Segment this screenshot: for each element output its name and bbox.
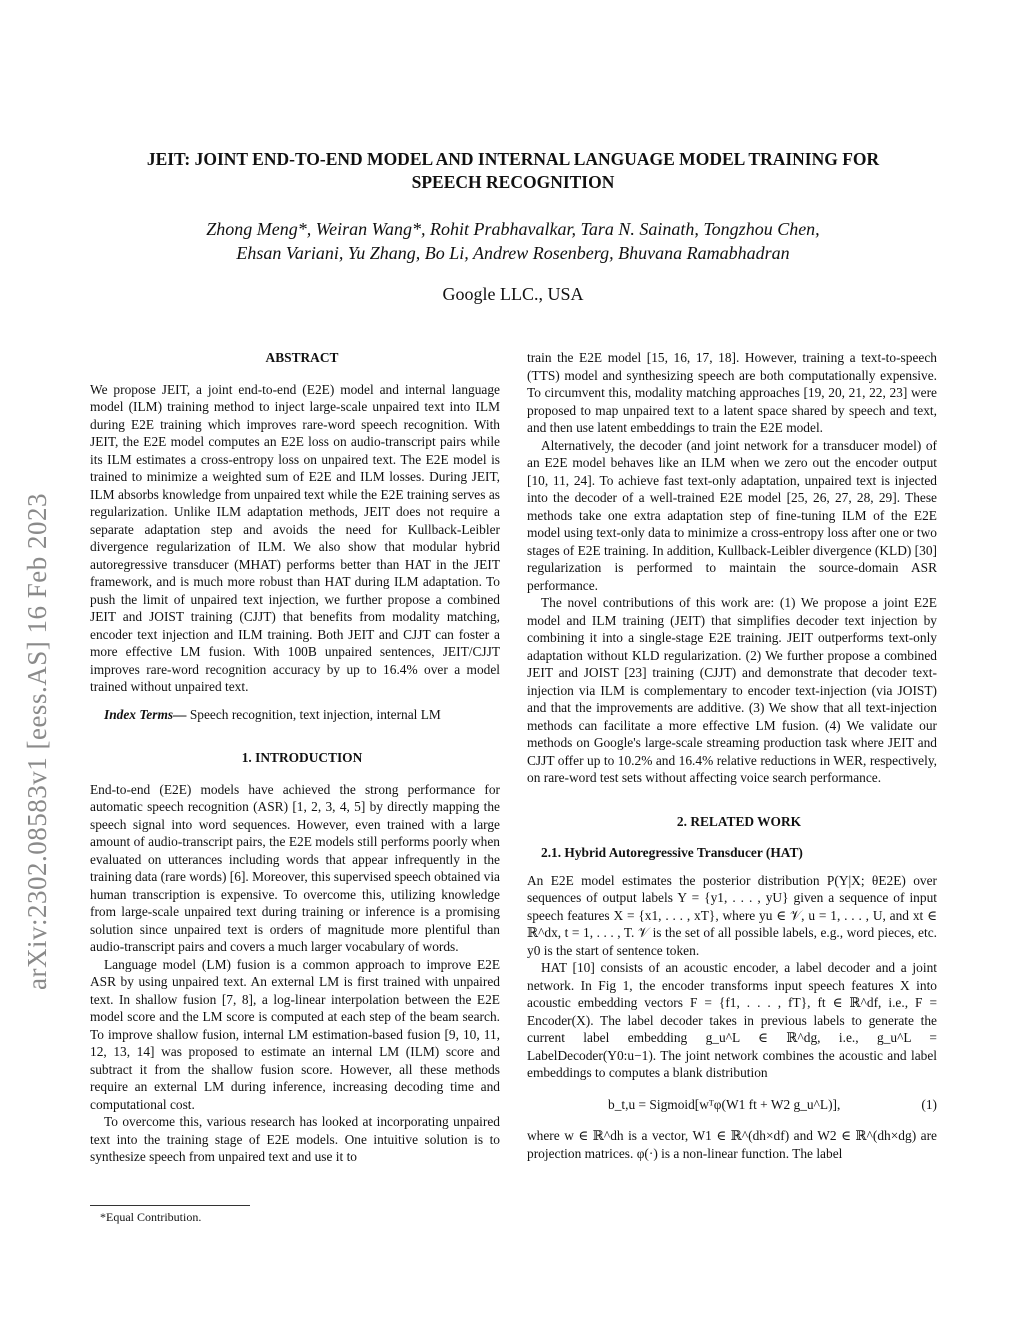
intro-paragraph-2: Language model (LM) fusion is a common approach to improve E2E ASR by using unpaired text. An external LM is first trained with unpaired text. In shallow fusion [7, 8], a log-linear interpolation between the E2E model score and the LM score is computed at each step of the beam search. To improve shallow fusion, internal LM estimation-based fusion [9, 10, 11, 12, 13, 14] was proposed to estimate an internal LM (ILM) score and subtract it from the shallow fusion score. However, all these methods require an external LM during inference, increasing decoding time and computational cost.: [90, 956, 500, 1112]
equation-1: [527, 1096, 937, 1114]
paper-title: [90, 148, 936, 194]
footnote-rule: [90, 1205, 250, 1206]
index-terms: [90, 706, 500, 724]
left-column: [90, 349, 500, 1166]
authors: [90, 217, 936, 265]
equation-number: (1): [921, 1096, 937, 1112]
authors-line-2: Ehsan Variani, Yu Zhang, Bo Li, Andrew Rosenberg, Bhuvana Ramabhadran: [236, 243, 790, 263]
right-paragraph-3: The novel contributions of this work are: (1) We propose a joint E2E model and ILM training (JEIT) that simplifies decoder text injection by combining it into a single-stage E2E training. JEIT outperforms text-only adaptation without KLD regularization. (2) We further propose a combined JEIT and JOIST [23] training (CJJT) and demonstrate that decoder text-injection via ILM is complementary to encoder text-injection (via JOIST) and that the improvements are additive. (3) We show that all text-injection methods can facilitate a more effective LM fusion. (4) We validate our methods on Google's large-scale streaming production task where JEIT and CJJT offer up to 10.2% and 16.4% relative reductions in WER, respectively, on rare-word test sets without affecting voice search performance.: [527, 595, 937, 785]
footnote: *Equal Contribution.: [100, 1210, 202, 1224]
title-line-1: JEIT: JOINT END-TO-END MODEL AND INTERNAL LANGUAGE MODEL TRAINING FOR: [146, 149, 880, 169]
index-terms-label: Index Terms—: [104, 706, 187, 722]
equation-body: b_t,u = Sigmoid[wᵀφ(W1 ft + W2 g_u^L)],: [608, 1096, 841, 1112]
intro-paragraph-1: End-to-end (E2E) models have achieved the strong performance for automatic speech recognition (ASR) [1, 2, 3, 4, 5] by directly mapping the speech signal into word sequences. However, even trained with a large amount of audio-transcript pairs, the E2E models still performs poorly when evaluated on utterances including words that appear infrequently in the training data (rare words) [6]. Moreover, this supervised speech obtained via human transcription is expensive. To overcome this, utilizing knowledge from large-scale unpaired text during training or inference is a promising solution since unpaired text is orders of magnitude more plentiful than audio-transcript pairs and covers a much larger vocabulary of words.: [90, 781, 500, 954]
index-terms-text: Speech recognition, text injection, internal LM: [189, 706, 441, 722]
right-paragraph-1: train the E2E model [15, 16, 17, 18]. However, training a text-to-speech (TTS) model and synthesizing speech are both computationally expensive. To circumvent this, modality matching approaches [19, 20, 21, 22, 23] were proposed to map unpaired text to a latent space shared by speech and text, and then use latent embeddings to train the E2E model.: [527, 350, 937, 435]
title-line-2: SPEECH RECOGNITION: [411, 172, 615, 192]
right-paragraph-2: Alternatively, the decoder (and joint network for a transducer model) of an E2E model behaves like an ILM when we zero out the encoder output [10, 11, 24]. To achieve fast text-only adaptation, unpaired text is injected into the decoder of a well-trained E2E model [25, 26, 27, 28, 29]. These methods take one extra adaptation step of fine-tuning ILM of the E2E model using text-only data to minimize a cross-entropy loss after one or two stages of E2E training. In addition, Kullback-Leibler divergence (KLD) [30] regularization is performed to maintain the source-domain ASR performance.: [527, 437, 937, 593]
affiliation: Google LLC., USA: [442, 284, 584, 304]
hat-subheading: 2.1. Hybrid Autoregressive Transducer (HAT): [541, 845, 803, 860]
hat-paragraph-3: where w ∈ ℝ^dh is a vector, W1 ∈ ℝ^(dh×df) and W2 ∈ ℝ^(dh×dg) are projection matrices. φ(·) is a non-linear function. The label: [527, 1128, 937, 1161]
arxiv-stamp: arXiv:2302.08583v1 [eess.AS] 16 Feb 2023: [22, 493, 52, 990]
right-column: [527, 349, 937, 1162]
hat-paragraph-2: HAT [10] consists of an acoustic encoder, a label decoder and a joint network. In Fig 1, the encoder transforms input speech features X into acoustic embedding vectors F = {f1, . . . , fT}, ft ∈ ℝ^df, i.e., F = Encoder(X). The label decoder takes in previous labels to generate the current label embedding g_u^L ∈ ℝ^dg, i.e., g_u^L = LabelDecoder(Y0:u−1). The joint network combines the acoustic and label embeddings to computes a blank distribution: [527, 960, 937, 1080]
related-work-heading: 2. RELATED WORK: [676, 813, 802, 829]
hat-paragraph-1: An E2E model estimates the posterior distribution P(Y|X; θE2E) over sequences of output labels Y = {y1, . . . , yU} given a sequence of input speech features X = {x1, . . . , xT}, where yu ∈ 𝒱, u = 1, . . . , U, and xt ∈ ℝ^dx, t = 1, . . . , T. 𝒱 is the set of all possible labels, e.g., word pieces, etc. y0 is the start of sentence token.: [527, 872, 937, 958]
introduction-heading: 1. INTRODUCTION: [241, 750, 363, 765]
authors-line-1: Zhong Meng*, Weiran Wang*, Rohit Prabhavalkar, Tara N. Sainath, Tongzhou Chen,: [206, 219, 820, 239]
abstract-heading: ABSTRACT: [265, 350, 339, 365]
abstract-text: We propose JEIT, a joint end-to-end (E2E) model and internal language model (ILM) training method to inject large-scale unpaired text into ILM during E2E training which improves rare-word speech recognition. With JEIT, the E2E model computes an E2E loss on audio-transcript pairs while its ILM estimates a cross-entropy loss on unpaired text. The E2E model is trained to minimize a weighted sum of E2E and ILM losses. During JEIT, ILM absorbs knowledge from unpaired text while the E2E training serves as regularization. Unlike ILM adaptation methods, JEIT does not require a separate adaptation step and avoids the need for Kullback-Leibler divergence regularization of ILM. We also show that modular hybrid autoregressive transducer (MHAT) performs better than HAT in the JEIT framework, and is much more robust than HAT during ILM adaptation. To push the limit of unpaired text injection, we further propose a combined JEIT and JOIST training (CJJT) that benefits from modality matching, encoder text injection and ILM training. Both JEIT and CJJT can foster a more effective LM fusion. With 100B unpaired sentences, JEIT/CJJT improves rare-word recognition accuracy by up to 16.4% over a model trained without unpaired text.: [90, 381, 500, 694]
intro-paragraph-3: To overcome this, various research has looked at incorporating unpaired text into the training stage of E2E models. One intuitive solution is to synthesize speech from unpaired text and use it to: [90, 1114, 500, 1164]
